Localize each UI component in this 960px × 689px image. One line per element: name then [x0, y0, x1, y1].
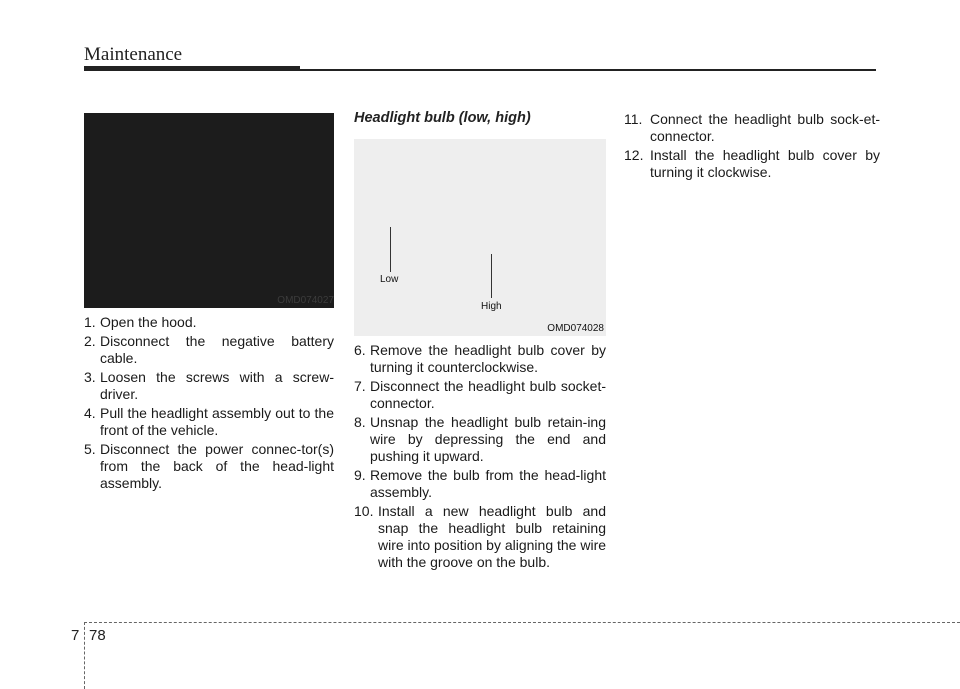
step-item	[84, 441, 334, 492]
steps-list-2	[354, 342, 606, 573]
step-text: Pull the headlight assembly out to the front of the vehicle.	[100, 405, 334, 438]
steps-list-3	[624, 111, 880, 183]
footer-rule	[84, 622, 960, 623]
header-rule-thick	[84, 66, 300, 71]
page-number: 78	[89, 627, 106, 644]
step-number: 1.	[84, 314, 96, 330]
figure-omd074028	[354, 139, 606, 336]
figure-code: OMD074027	[277, 295, 334, 306]
callout-low: Low	[380, 274, 399, 285]
step-item	[84, 405, 334, 439]
step-number: 5.	[84, 441, 96, 457]
step-item	[354, 342, 606, 376]
step-number: 3.	[84, 369, 96, 385]
step-item	[624, 111, 880, 145]
step-text: Disconnect the power connec-tor(s) from the back of the head-light assembly.	[100, 441, 334, 491]
step-text: Install the headlight bulb cover by turning it clockwise.	[650, 147, 880, 180]
step-number: 8.	[354, 414, 366, 430]
callout-high: High	[481, 301, 502, 312]
header-title: Maintenance	[84, 44, 183, 65]
step-number: 11.	[624, 111, 643, 127]
step-text: Remove the headlight bulb cover by turning it counterclockwise.	[370, 342, 606, 375]
step-text: Unsnap the headlight bulb retain-ing wire by depressing the end and pushing it upward.	[370, 414, 606, 464]
steps-list-1	[84, 314, 334, 494]
step-item	[84, 369, 334, 403]
step-text: Remove the bulb from the head-light assembly.	[370, 467, 606, 500]
step-number: 2.	[84, 333, 96, 349]
header-rule-thin	[300, 69, 876, 71]
leader-line-low	[390, 227, 391, 272]
step-number: 10.	[354, 503, 374, 519]
figure-code: OMD074028	[547, 323, 604, 334]
leader-line-high	[491, 254, 492, 298]
step-text: Open the hood.	[100, 314, 197, 330]
step-item	[624, 147, 880, 181]
step-text: Disconnect the negative battery cable.	[100, 333, 334, 366]
step-number: 6.	[354, 342, 366, 358]
step-text: Connect the headlight bulb sock-et-connector.	[650, 111, 880, 144]
chapter-number: 7	[71, 627, 80, 644]
step-number: 12.	[624, 147, 644, 163]
step-text: Install a new headlight bulb and snap the headlight bulb retaining wire into position by aligning the wire with the groove on the bulb.	[378, 503, 607, 570]
footer-divider	[84, 622, 85, 689]
step-text: Disconnect the headlight bulb socket-connector.	[370, 378, 606, 411]
step-item	[84, 314, 334, 331]
step-number: 4.	[84, 405, 96, 421]
step-item	[354, 467, 606, 501]
step-item	[84, 333, 334, 367]
step-number: 9.	[354, 467, 366, 483]
section-heading: Headlight bulb (low, high)	[354, 110, 531, 126]
step-item	[354, 503, 606, 571]
step-text: Loosen the screws with a screw-driver.	[100, 369, 334, 402]
step-item	[354, 378, 606, 412]
figure-omd074027	[84, 113, 334, 308]
step-item	[354, 414, 606, 465]
step-number: 7.	[354, 378, 366, 394]
